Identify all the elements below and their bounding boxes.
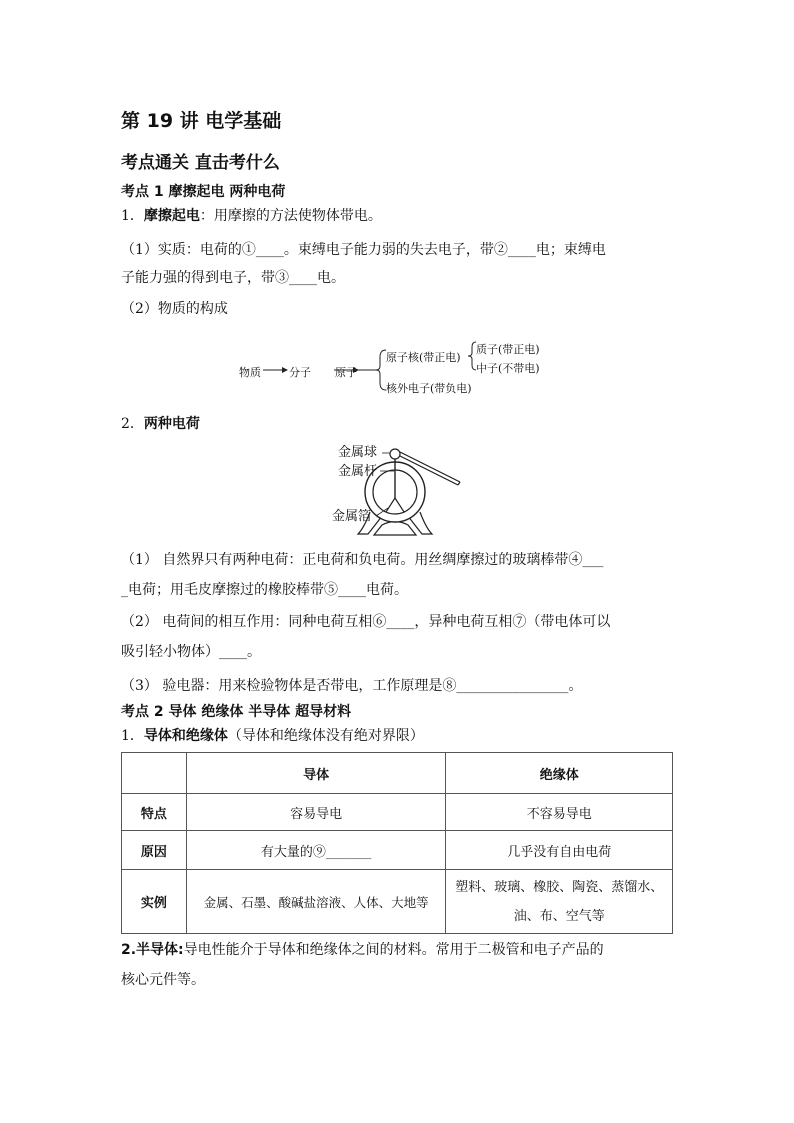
kp1-p1-line1: （1）实质：电荷的①____。束缚电子能力弱的失去电子，带②____电；束缚电 [121,242,606,258]
kp2-item1-note: （导体和绝缘体没有绝对界限） [227,728,424,744]
kp1-p2: （2）物质的构成 [121,301,228,317]
kp2-item1-number: 1． [121,728,144,744]
section-heading: 考点通关 直击考什么 [121,153,280,173]
cell-insulator-examples [446,870,673,934]
diagram-molecule: 分子 [289,366,311,379]
kp2-item1-term: 导体和绝缘体 [143,728,228,744]
metal-ball [390,449,400,459]
cell-insulator-feature: 不容易导电 [446,794,673,831]
charging-rod-end [458,482,460,485]
kp1-item2-term: 两种电荷 [143,416,200,432]
kp1-heading: 考点 1 摩擦起电 两种电荷 [121,184,286,200]
kp1-p1-line2: 子能力强的得到电子，带③____电。 [121,270,345,286]
table-header-conductor: 导体 [186,753,446,794]
kp1-q2-line2: 吸引轻小物体）____。 [121,644,261,660]
diagram-matter: 物质 [239,366,261,379]
kp1-item2 [121,414,200,434]
cell-conductor-examples: 金属、石墨、酸碱盐溶液、人体、大地等 [186,870,446,934]
cell-conductor-feature: 容易导电 [186,794,446,831]
label-metal-rod: 金属杆 [338,464,378,479]
cell-conductor-reason: 有大量的⑨_______ [186,831,446,870]
conductor-insulator-table [121,752,673,934]
electroscope-base [374,522,416,536]
table-row [122,831,673,870]
label-metal-ball: 金属球 [338,445,378,460]
table-header-row [122,753,673,794]
kp1-q1-line1: （1） 自然界只有两种电荷：正电荷和负电荷。用丝绸摩擦过的玻璃棒带④___ [121,552,604,568]
row-label-examples: 实例 [122,870,187,934]
kp1-item1 [121,206,382,226]
cell-insulator-examples-line2: 油、布、空气等 [513,908,605,924]
diagram-neutron: 中子(不带电) [476,362,540,375]
kp2-heading: 考点 2 导体 绝缘体 半导体 超导材料 [121,704,352,720]
table-header-insulator: 绝缘体 [446,753,673,794]
table-header-empty [122,753,187,794]
kp1-item1-number: 1． [121,208,144,224]
kp1-item1-term: 摩擦起电 [143,208,200,224]
row-label-reason: 原因 [122,831,187,870]
lesson-title: 第 19 讲 电学基础 [121,110,282,132]
label-metal-foil: 金属箔 [332,509,372,524]
kp2-item2-text: 导电性能介于导体和绝缘体之间的材料。常用于二极管和电子产品的 [183,942,604,958]
kp1-q3: （3） 验电器：用来检验物体是否带电，工作原理是⑧________________。 [121,678,583,694]
cell-insulator-examples-line1: 塑料、玻璃、橡胶、陶瓷、蒸馏水、 [455,879,664,895]
table-row [122,794,673,831]
cell-insulator-reason: 几乎没有自由电荷 [446,831,673,870]
kp1-item1-text: ：用摩擦的方法使物体带电。 [199,208,382,224]
table-row [122,870,673,934]
kp2-item2-term: 2.半导体: [121,942,184,958]
diagram-electron: 核外电子(带负电) [386,382,472,395]
kp2-item2-line2: 核心元件等。 [121,972,205,988]
diagram-proton: 质子(带正电) [476,343,540,356]
kp1-q1-line2: _电荷；用毛皮摩擦过的橡胶棒带⑤____电荷。 [121,582,408,598]
kp2-item2-line1 [121,940,604,960]
kp1-q2-line1: （2） 电荷间的相互作用：同种电荷互相⑥____，异种电荷互相⑦（带电体可以 [121,614,611,630]
row-label-feature: 特点 [122,794,187,831]
kp2-item1 [121,726,424,746]
diagram-nucleus: 原子核(带正电) [386,351,461,364]
diagram-atom: 原子 [335,366,357,379]
kp1-item2-number: 2． [121,416,144,432]
